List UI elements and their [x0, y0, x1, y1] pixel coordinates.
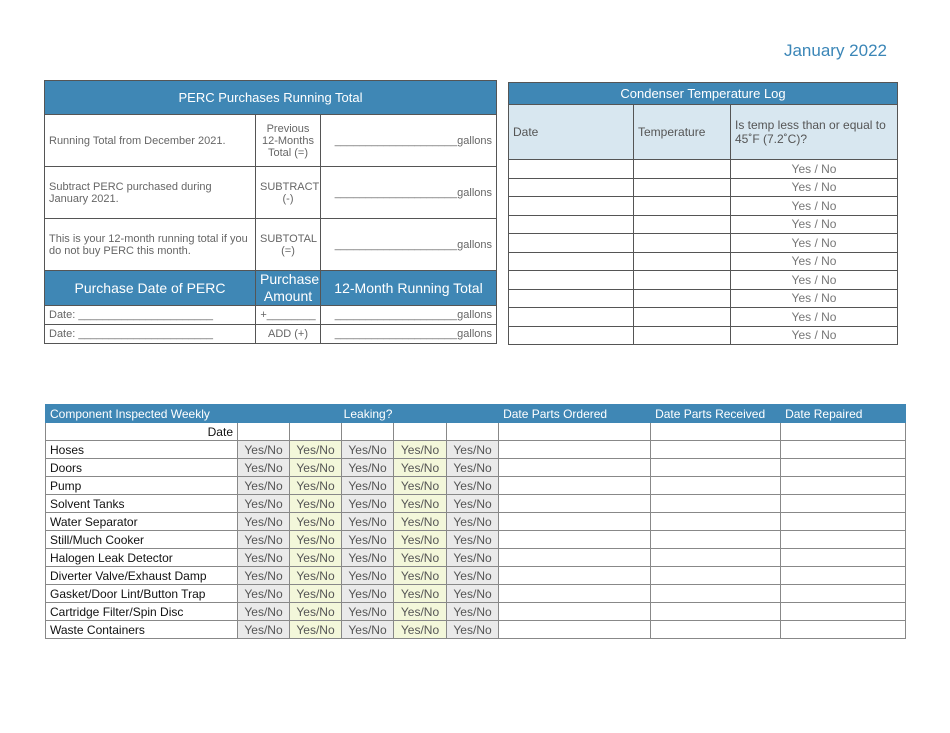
date-repaired-cell[interactable] [781, 441, 906, 459]
temperature-cell[interactable] [634, 215, 731, 234]
perc-op: SUBTOTAL (=) [256, 219, 321, 271]
temperature-cell[interactable] [634, 160, 731, 179]
component-row [46, 585, 906, 603]
date-received-cell[interactable] [651, 513, 781, 531]
perc-row [45, 115, 497, 167]
date-repaired-cell[interactable] [781, 495, 906, 513]
perc-desc: Subtract PERC purchased during January 2021. [45, 167, 256, 219]
leaking-yes-no-cell[interactable]: Yes/No [342, 477, 394, 495]
component-row [46, 477, 906, 495]
condenser-temperature-log [508, 82, 898, 345]
perc-running-total-table [44, 80, 497, 344]
yes-no-cell[interactable]: Yes / No [731, 308, 898, 327]
date-ordered-cell[interactable] [499, 549, 651, 567]
date-cell[interactable] [509, 289, 634, 308]
yes-no-cell[interactable]: Yes / No [731, 215, 898, 234]
leaking-yes-no-cell[interactable]: Yes/No [447, 477, 499, 495]
temperature-cell[interactable] [634, 252, 731, 271]
leaking-yes-no-cell[interactable]: Yes/No [238, 549, 290, 567]
perc-op: Previous 12-Months Total (=) [256, 115, 321, 167]
component-name: Still/Much Cooker [46, 531, 238, 549]
date-cell[interactable] [447, 423, 499, 441]
leaking-yes-no-cell[interactable]: Yes/No [342, 495, 394, 513]
leaking-yes-no-cell[interactable]: Yes/No [342, 531, 394, 549]
condenser-row [509, 289, 898, 308]
component-row [46, 549, 906, 567]
leaking-yes-no-cell[interactable]: Yes/No [342, 621, 394, 639]
subheader-purchase-amount: Purchase Amount [256, 271, 321, 306]
component-row [46, 513, 906, 531]
condenser-row [509, 271, 898, 290]
date-label: Date [46, 423, 238, 441]
leaking-yes-no-cell[interactable]: Yes/No [342, 513, 394, 531]
temperature-cell[interactable] [634, 308, 731, 327]
date-repaired-cell[interactable] [781, 585, 906, 603]
leaking-yes-no-cell[interactable]: Yes/No [447, 513, 499, 531]
leaking-yes-no-cell[interactable]: Yes/No [238, 441, 290, 459]
component-inspection-table [45, 404, 906, 639]
gallons-field[interactable]: ____________________gallons [321, 115, 497, 167]
date-repaired-cell[interactable] [781, 567, 906, 585]
date-cell[interactable] [290, 423, 342, 441]
leaking-yes-no-cell[interactable]: Yes/No [394, 459, 447, 477]
temperature-cell[interactable] [634, 271, 731, 290]
leaking-yes-no-cell[interactable]: Yes/No [447, 441, 499, 459]
perc-row [45, 167, 497, 219]
condenser-row [509, 215, 898, 234]
date-received-cell[interactable] [651, 567, 781, 585]
date-ordered-cell[interactable] [499, 513, 651, 531]
subheader-running-total: 12-Month Running Total [321, 271, 497, 306]
date-field[interactable]: Date: ______________________ [45, 325, 256, 344]
blank-cell[interactable] [499, 423, 651, 441]
leaking-yes-no-cell[interactable]: Yes/No [238, 531, 290, 549]
leaking-yes-no-cell[interactable]: Yes/No [447, 585, 499, 603]
date-cell[interactable] [238, 423, 290, 441]
leaking-yes-no-cell[interactable]: Yes/No [290, 513, 342, 531]
component-name: Pump [46, 477, 238, 495]
yes-no-cell[interactable]: Yes / No [731, 326, 898, 345]
leaking-yes-no-cell[interactable]: Yes/No [394, 477, 447, 495]
gallons-field[interactable]: ____________________gallons [321, 306, 497, 325]
perc-op: SUBTRACT (-) [256, 167, 321, 219]
date-cell[interactable] [509, 160, 634, 179]
date-cell[interactable] [509, 252, 634, 271]
temperature-cell[interactable] [634, 234, 731, 253]
leaking-yes-no-cell[interactable]: Yes/No [342, 441, 394, 459]
leaking-yes-no-cell[interactable]: Yes/No [394, 621, 447, 639]
leaking-yes-no-cell[interactable]: Yes/No [394, 513, 447, 531]
condenser-row [509, 178, 898, 197]
temperature-cell[interactable] [634, 326, 731, 345]
col-component: Component Inspected Weekly [46, 405, 238, 423]
date-repaired-cell[interactable] [781, 477, 906, 495]
date-repaired-cell[interactable] [781, 549, 906, 567]
leaking-yes-no-cell[interactable]: Yes/No [447, 567, 499, 585]
yes-no-cell[interactable]: Yes / No [731, 271, 898, 290]
date-received-cell[interactable] [651, 603, 781, 621]
temperature-cell[interactable] [634, 197, 731, 216]
gallons-field[interactable]: ____________________gallons [321, 219, 497, 271]
leaking-yes-no-cell[interactable]: Yes/No [290, 531, 342, 549]
date-ordered-cell[interactable] [499, 495, 651, 513]
leaking-yes-no-cell[interactable]: Yes/No [394, 603, 447, 621]
component-name: Diverter Valve/Exhaust Damp [46, 567, 238, 585]
date-cell[interactable] [509, 234, 634, 253]
component-name: Cartridge Filter/Spin Disc [46, 603, 238, 621]
yes-no-cell[interactable]: Yes / No [731, 252, 898, 271]
leaking-yes-no-cell[interactable]: Yes/No [447, 603, 499, 621]
leaking-yes-no-cell[interactable]: Yes/No [290, 459, 342, 477]
leaking-yes-no-cell[interactable]: Yes/No [290, 585, 342, 603]
col-date-repaired: Date Repaired [781, 405, 906, 423]
perc-desc: This is your 12-month running total if you do not buy PERC this month. [45, 219, 256, 271]
condenser-row [509, 308, 898, 327]
temperature-cell[interactable] [634, 178, 731, 197]
col-leaking: Leaking? [238, 405, 499, 423]
leaking-yes-no-cell[interactable]: Yes/No [238, 621, 290, 639]
condenser-row [509, 234, 898, 253]
leaking-yes-no-cell[interactable]: Yes/No [394, 567, 447, 585]
condenser-header: Condenser Temperature Log [509, 83, 898, 105]
leaking-yes-no-cell[interactable]: Yes/No [290, 603, 342, 621]
leaking-yes-no-cell[interactable]: Yes/No [290, 621, 342, 639]
condenser-row [509, 197, 898, 216]
component-row [46, 441, 906, 459]
component-name: Doors [46, 459, 238, 477]
month-title: January 2022 [783, 41, 887, 60]
leaking-yes-no-cell[interactable]: Yes/No [342, 603, 394, 621]
leaking-yes-no-cell[interactable]: Yes/No [290, 495, 342, 513]
date-repaired-cell[interactable] [781, 603, 906, 621]
date-cell[interactable] [509, 178, 634, 197]
yes-no-cell[interactable]: Yes / No [731, 234, 898, 253]
component-name: Solvent Tanks [46, 495, 238, 513]
component-row [46, 459, 906, 477]
leaking-yes-no-cell[interactable]: Yes/No [238, 477, 290, 495]
condenser-row [509, 326, 898, 345]
date-ordered-cell[interactable] [499, 603, 651, 621]
leaking-yes-no-cell[interactable]: Yes/No [342, 459, 394, 477]
component-name: Waste Containers [46, 621, 238, 639]
date-received-cell[interactable] [651, 621, 781, 639]
leaking-yes-no-cell[interactable]: Yes/No [290, 441, 342, 459]
leaking-yes-no-cell[interactable]: Yes/No [342, 549, 394, 567]
date-received-cell[interactable] [651, 441, 781, 459]
component-name: Halogen Leak Detector [46, 549, 238, 567]
yes-no-cell[interactable]: Yes / No [731, 160, 898, 179]
col-date: Date [509, 105, 634, 160]
date-received-cell[interactable] [651, 549, 781, 567]
date-received-cell[interactable] [651, 495, 781, 513]
col-temp-check: Is temp less than or equal to 45˚F (7.2˚C)? [731, 105, 898, 160]
gallons-field[interactable]: ____________________gallons [321, 167, 497, 219]
date-ordered-cell[interactable] [499, 621, 651, 639]
leaking-yes-no-cell[interactable]: Yes/No [238, 495, 290, 513]
leaking-yes-no-cell[interactable]: Yes/No [394, 495, 447, 513]
date-repaired-cell[interactable] [781, 531, 906, 549]
leaking-yes-no-cell[interactable]: Yes/No [447, 459, 499, 477]
date-ordered-cell[interactable] [499, 531, 651, 549]
yes-no-cell[interactable]: Yes / No [731, 197, 898, 216]
leaking-yes-no-cell[interactable]: Yes/No [290, 549, 342, 567]
component-row [46, 531, 906, 549]
leaking-yes-no-cell[interactable]: Yes/No [394, 531, 447, 549]
date-cell[interactable] [509, 271, 634, 290]
component-row [46, 621, 906, 639]
component-name: Water Separator [46, 513, 238, 531]
blank-cell[interactable] [651, 423, 781, 441]
col-date-received: Date Parts Received [651, 405, 781, 423]
date-received-cell[interactable] [651, 459, 781, 477]
component-name: Hoses [46, 441, 238, 459]
leaking-yes-no-cell[interactable]: Yes/No [447, 495, 499, 513]
leaking-yes-no-cell[interactable]: Yes/No [447, 549, 499, 567]
subheader-purchase-date: Purchase Date of PERC [45, 271, 256, 306]
date-received-cell[interactable] [651, 531, 781, 549]
amount-field[interactable]: ADD (+) [256, 325, 321, 344]
leaking-yes-no-cell[interactable]: Yes/No [238, 459, 290, 477]
leaking-yes-no-cell[interactable]: Yes/No [394, 441, 447, 459]
perc-row [45, 219, 497, 271]
leaking-yes-no-cell[interactable]: Yes/No [447, 531, 499, 549]
component-row [46, 567, 906, 585]
date-repaired-cell[interactable] [781, 513, 906, 531]
date-ordered-cell[interactable] [499, 567, 651, 585]
leaking-yes-no-cell[interactable]: Yes/No [394, 585, 447, 603]
leaking-yes-no-cell[interactable]: Yes/No [290, 477, 342, 495]
date-ordered-cell[interactable] [499, 477, 651, 495]
date-ordered-cell[interactable] [499, 441, 651, 459]
gallons-field[interactable]: ____________________gallons [321, 325, 497, 344]
component-row [46, 603, 906, 621]
perc-desc: Running Total from December 2021. [45, 115, 256, 167]
col-temperature: Temperature [634, 105, 731, 160]
leaking-yes-no-cell[interactable]: Yes/No [238, 513, 290, 531]
blank-cell[interactable] [781, 423, 906, 441]
date-cell[interactable] [509, 326, 634, 345]
amount-field[interactable]: +________ [256, 306, 321, 325]
perc-header: PERC Purchases Running Total [45, 81, 497, 115]
date-cell[interactable] [509, 197, 634, 216]
condenser-row [509, 160, 898, 179]
leaking-yes-no-cell[interactable]: Yes/No [342, 567, 394, 585]
yes-no-cell[interactable]: Yes / No [731, 289, 898, 308]
date-cell[interactable] [342, 423, 394, 441]
date-cell[interactable] [509, 215, 634, 234]
date-received-cell[interactable] [651, 585, 781, 603]
yes-no-cell[interactable]: Yes / No [731, 178, 898, 197]
leaking-yes-no-cell[interactable]: Yes/No [238, 567, 290, 585]
date-field[interactable]: Date: ______________________ [45, 306, 256, 325]
temperature-cell[interactable] [634, 289, 731, 308]
date-cell[interactable] [509, 308, 634, 327]
leaking-yes-no-cell[interactable]: Yes/No [447, 621, 499, 639]
leaking-yes-no-cell[interactable]: Yes/No [290, 567, 342, 585]
date-cell[interactable] [394, 423, 447, 441]
date-repaired-cell[interactable] [781, 459, 906, 477]
date-repaired-cell[interactable] [781, 621, 906, 639]
date-received-cell[interactable] [651, 477, 781, 495]
condenser-row [509, 252, 898, 271]
date-ordered-cell[interactable] [499, 585, 651, 603]
leaking-yes-no-cell[interactable]: Yes/No [238, 603, 290, 621]
leaking-yes-no-cell[interactable]: Yes/No [238, 585, 290, 603]
component-row [46, 495, 906, 513]
leaking-yes-no-cell[interactable]: Yes/No [342, 585, 394, 603]
col-date-ordered: Date Parts Ordered [499, 405, 651, 423]
date-ordered-cell[interactable] [499, 459, 651, 477]
component-name: Gasket/Door Lint/Button Trap [46, 585, 238, 603]
leaking-yes-no-cell[interactable]: Yes/No [394, 549, 447, 567]
